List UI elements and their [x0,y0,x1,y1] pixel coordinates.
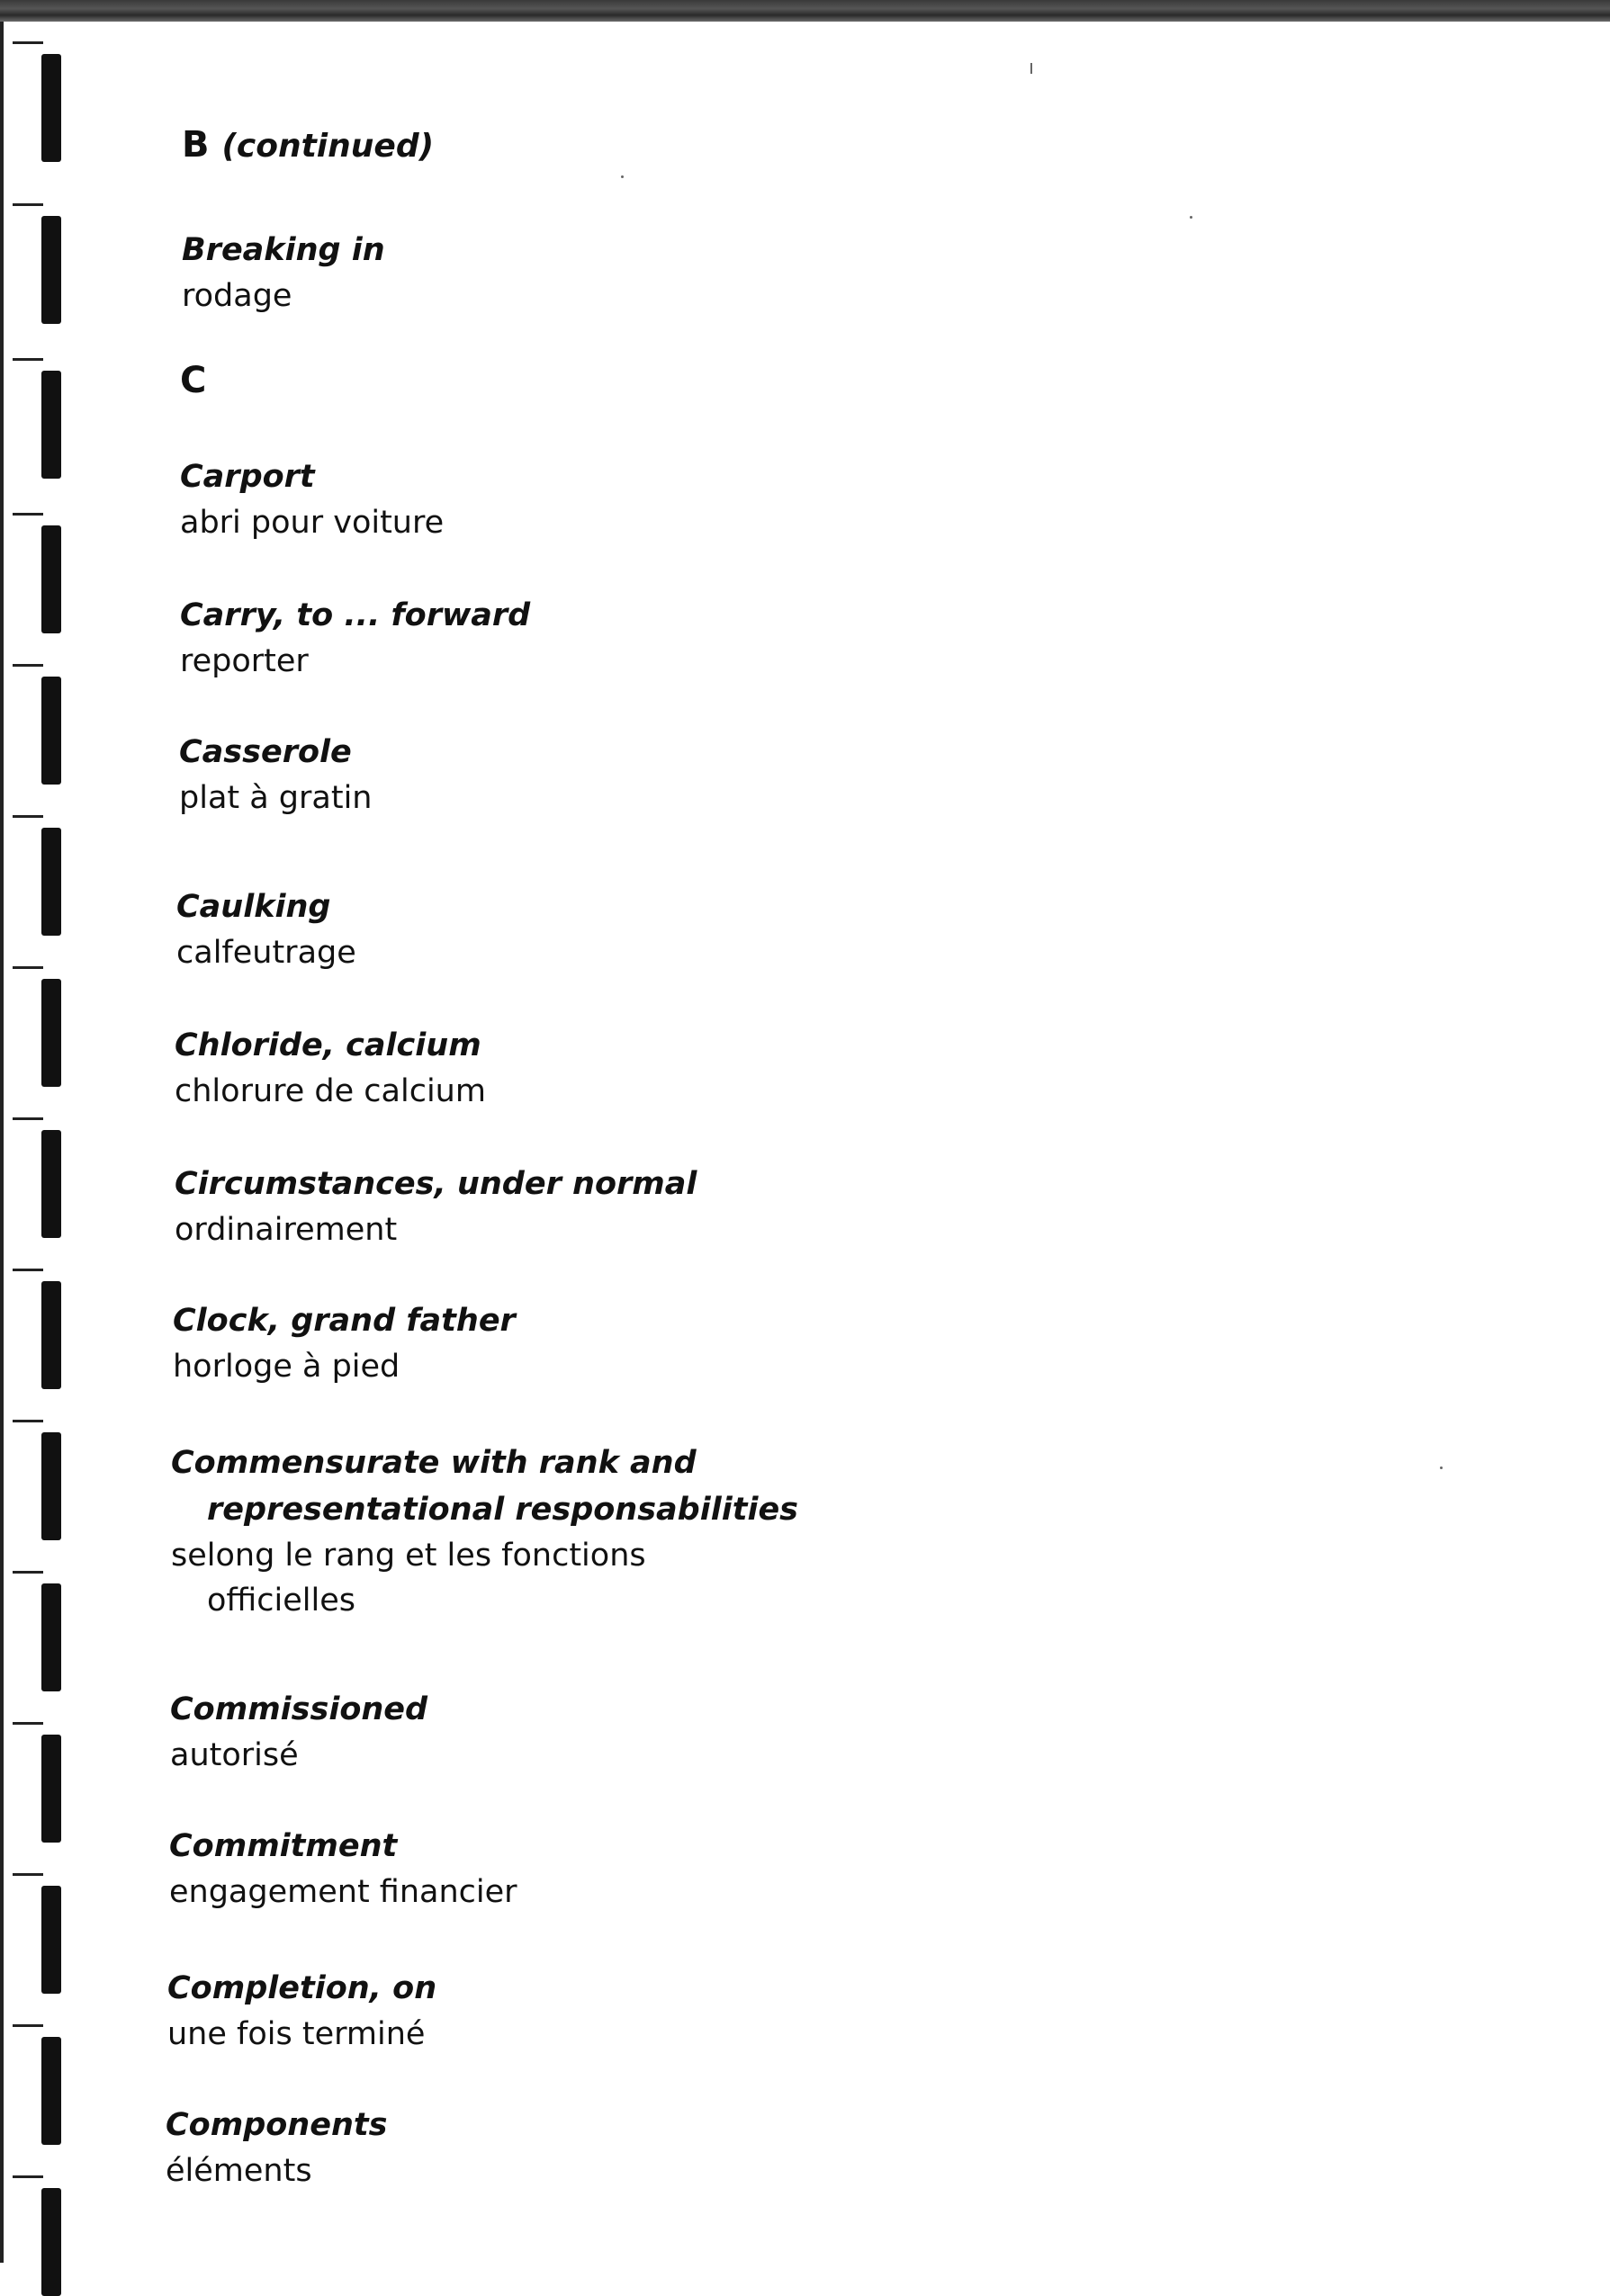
entry-translation: abri pour voiture [180,505,445,541]
section-note: (continued) [221,128,435,165]
entry-translation: chlorure de calcium [175,1073,486,1109]
entry-translation: plat à gratin [179,780,373,816]
glossary-entry [180,592,530,684]
glossary-entry [179,729,373,821]
entry-translation-continuation: officielles [207,1583,355,1619]
glossary-entry [180,453,444,545]
entry-translation: calfeutrage [176,935,356,971]
glossary-entry [167,1965,436,2057]
section-heading-c [180,360,206,401]
glossary-entry [175,1161,697,1252]
entry-term: Commissioned [170,1691,428,1727]
section-letter: C [180,360,207,401]
entry-term: Clock, grand father [173,1303,516,1339]
glossary-entry [176,883,356,975]
entry-translation: horloge à pied [173,1349,400,1385]
entry-term-continuation: representational responsabilities [207,1492,799,1528]
section-heading-b [182,124,434,166]
glossary-entry [173,1297,516,1389]
entry-translation: éléments [166,2153,312,2189]
entry-term: Carport [180,459,315,495]
entry-translation: rodage [182,278,292,314]
entry-translation: reporter [180,643,309,679]
glossary-entry [175,1022,486,1114]
entry-term: Commensurate with rank and [171,1445,697,1481]
entry-term: Chloride, calcium [175,1027,481,1063]
entry-translation: ordinairement [175,1212,398,1248]
section-letter: B [182,124,210,166]
entry-term: Commitment [169,1828,398,1864]
glossary-entry [171,1439,798,1623]
entry-term: Casserole [179,734,352,770]
entry-term: Carry, to ... forward [180,597,531,633]
glossary-entry [169,1823,517,1915]
glossary-entry [170,1686,427,1778]
entry-term: Completion, on [167,1970,437,2006]
entry-translation: autorisé [170,1737,299,1773]
entry-term: Caulking [176,889,331,925]
glossary-entry [166,2102,387,2193]
entry-term: Breaking in [182,232,385,268]
entry-term: Components [166,2107,388,2143]
entry-translation: une fois terminé [167,2016,426,2052]
entry-translation: selong le rang et les fonctions [171,1538,646,1574]
entry-translation: engagement financier [169,1874,517,1910]
entry-term: Circumstances, under normal [175,1166,697,1202]
glossary-entry [182,227,385,318]
